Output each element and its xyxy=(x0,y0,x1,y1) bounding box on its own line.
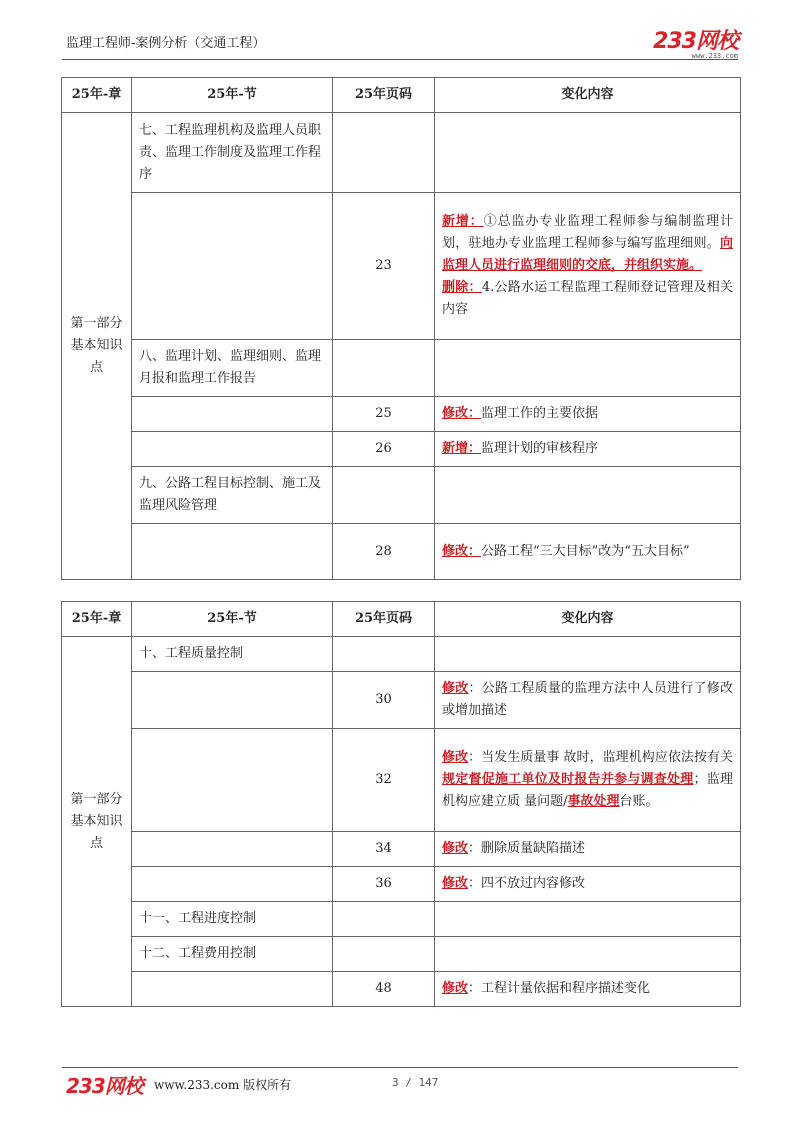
change-type-label: 修改 xyxy=(442,841,469,856)
change-cell xyxy=(435,902,741,937)
section-cell xyxy=(132,193,333,340)
section-cell xyxy=(132,972,333,1007)
change-text: ：删除质量缺陷描述 xyxy=(468,841,586,856)
table-row xyxy=(62,972,741,1007)
change-cell xyxy=(435,729,741,832)
section-cell: 九、公路工程目标控制、施工及监理风险管理 xyxy=(132,467,333,524)
change-cell xyxy=(435,397,741,432)
table-row xyxy=(62,467,741,524)
change-cell xyxy=(435,113,741,193)
change-type-label: 修改 xyxy=(442,981,469,996)
change-cell xyxy=(435,524,741,580)
change-text: 台账。 xyxy=(619,794,659,809)
table-row xyxy=(62,113,741,193)
col-header-section: 25年-节 xyxy=(132,602,333,637)
table-row xyxy=(62,867,741,902)
page-cell xyxy=(333,113,435,193)
change-type-label: 删除： xyxy=(442,280,482,295)
change-text: 监理工作的主要依据 xyxy=(481,406,599,421)
section-cell: 十、工程质量控制 xyxy=(132,637,333,672)
changes-table-1 xyxy=(61,77,741,580)
change-type-label: 新增： xyxy=(442,214,484,229)
page-number: 3 / 147 xyxy=(392,1076,439,1089)
col-header-chapter: 25年-章 xyxy=(62,78,132,113)
page-cell xyxy=(333,467,435,524)
col-header-change: 变化内容 xyxy=(435,602,741,637)
table-row xyxy=(62,432,741,467)
table-row xyxy=(62,524,741,580)
page-cell xyxy=(333,340,435,397)
change-type-label: 修改 xyxy=(442,750,469,765)
highlighted-text: 事故处理 xyxy=(567,794,620,809)
page-cell: 32 xyxy=(333,729,435,832)
change-text: ①总监办专业监理工程师参与编制监理计划，驻地办专业监理工程师参与编写监理细则。 xyxy=(442,214,733,251)
table-row xyxy=(62,340,741,397)
col-header-section: 25年-节 xyxy=(132,78,333,113)
page-cell: 34 xyxy=(333,832,435,867)
section-cell xyxy=(132,432,333,467)
page-cell: 28 xyxy=(333,524,435,580)
change-cell xyxy=(435,672,741,729)
change-text: 监理计划的审核程序 xyxy=(481,441,599,456)
page-cell: 25 xyxy=(333,397,435,432)
section-cell xyxy=(132,672,333,729)
page-cell xyxy=(333,937,435,972)
header-divider xyxy=(62,59,738,60)
table-row xyxy=(62,729,741,832)
table-row xyxy=(62,637,741,672)
table-row xyxy=(62,902,741,937)
change-text: 公路工程“三大目标”改为“五大目标” xyxy=(481,543,690,559)
section-cell xyxy=(132,397,333,432)
page-cell: 26 xyxy=(333,432,435,467)
footer-divider xyxy=(62,1067,738,1068)
change-cell xyxy=(435,467,741,524)
change-text: 4.公路水运工程监理工程师登记管理及相关内容 xyxy=(442,280,733,317)
table-row xyxy=(62,397,741,432)
document-title: 监理工程师-案例分析（交通工程） xyxy=(66,36,266,51)
page-header xyxy=(62,22,738,58)
page-cell: 48 xyxy=(333,972,435,1007)
section-cell: 十一、工程进度控制 xyxy=(132,902,333,937)
chapter-cell: 第一部分基本知识点 xyxy=(62,637,132,1007)
page-cell: 36 xyxy=(333,867,435,902)
change-type-label: 修改 xyxy=(442,681,469,696)
section-cell: 七、工程监理机构及监理人员职责、监理工作制度及监理工作程序 xyxy=(132,113,333,193)
change-cell xyxy=(435,193,741,340)
section-cell xyxy=(132,832,333,867)
table-row xyxy=(62,672,741,729)
page-cell xyxy=(333,637,435,672)
table-header-row xyxy=(62,78,741,113)
changes-table-2 xyxy=(61,601,741,1007)
page-cell: 30 xyxy=(333,672,435,729)
copyright-text: www.233.com 版权所有 xyxy=(154,1078,292,1092)
change-type-label: 修改 xyxy=(442,876,469,891)
logo-url: www.233.com xyxy=(691,52,738,60)
change-text: ；监理机构应建立质 量问题/ xyxy=(442,772,733,809)
change-cell xyxy=(435,432,741,467)
table-row xyxy=(62,832,741,867)
table-header-row xyxy=(62,602,741,637)
change-text: ：当发生质量事 故时，监理机构应依法按有关 xyxy=(468,750,733,765)
change-type-label: 新增： xyxy=(442,441,482,456)
section-cell xyxy=(132,729,333,832)
section-cell xyxy=(132,524,333,580)
highlighted-text: 向监理人员进行监理细则的交底，并组织实施。 xyxy=(442,236,733,273)
change-type-label: 修改： xyxy=(442,543,482,559)
section-cell: 八、监理计划、监理细则、监理月报和监理工作报告 xyxy=(132,340,333,397)
change-cell xyxy=(435,867,741,902)
table-row xyxy=(62,937,741,972)
change-cell xyxy=(435,832,741,867)
col-header-chapter: 25年-章 xyxy=(62,602,132,637)
change-cell xyxy=(435,972,741,1007)
section-cell: 十二、工程费用控制 xyxy=(132,937,333,972)
page-cell xyxy=(333,902,435,937)
col-header-page: 25年页码 xyxy=(333,78,435,113)
change-cell xyxy=(435,637,741,672)
col-header-change: 变化内容 xyxy=(435,78,741,113)
change-cell xyxy=(435,937,741,972)
col-header-page: 25年页码 xyxy=(333,602,435,637)
logo-text: 233网校 xyxy=(653,29,738,54)
change-text: ：公路工程质量的监理方法中人员进行了修改或增加描述 xyxy=(442,681,733,718)
change-text: ：工程计量依据和程序描述变化 xyxy=(468,981,651,996)
chapter-cell: 第一部分基本知识点 xyxy=(62,113,132,580)
change-type-label: 修改： xyxy=(442,406,482,421)
table-row xyxy=(62,193,741,340)
page-footer xyxy=(62,1070,738,1100)
footer-logo: 233网校 xyxy=(66,1074,143,1098)
brand-logo xyxy=(653,24,738,60)
section-cell xyxy=(132,867,333,902)
highlighted-text: 规定督促施工单位及时报告并参与调查处理 xyxy=(442,772,694,787)
page-cell: 23 xyxy=(333,193,435,340)
change-text: ：四不放过内容修改 xyxy=(468,876,586,891)
change-cell xyxy=(435,340,741,397)
